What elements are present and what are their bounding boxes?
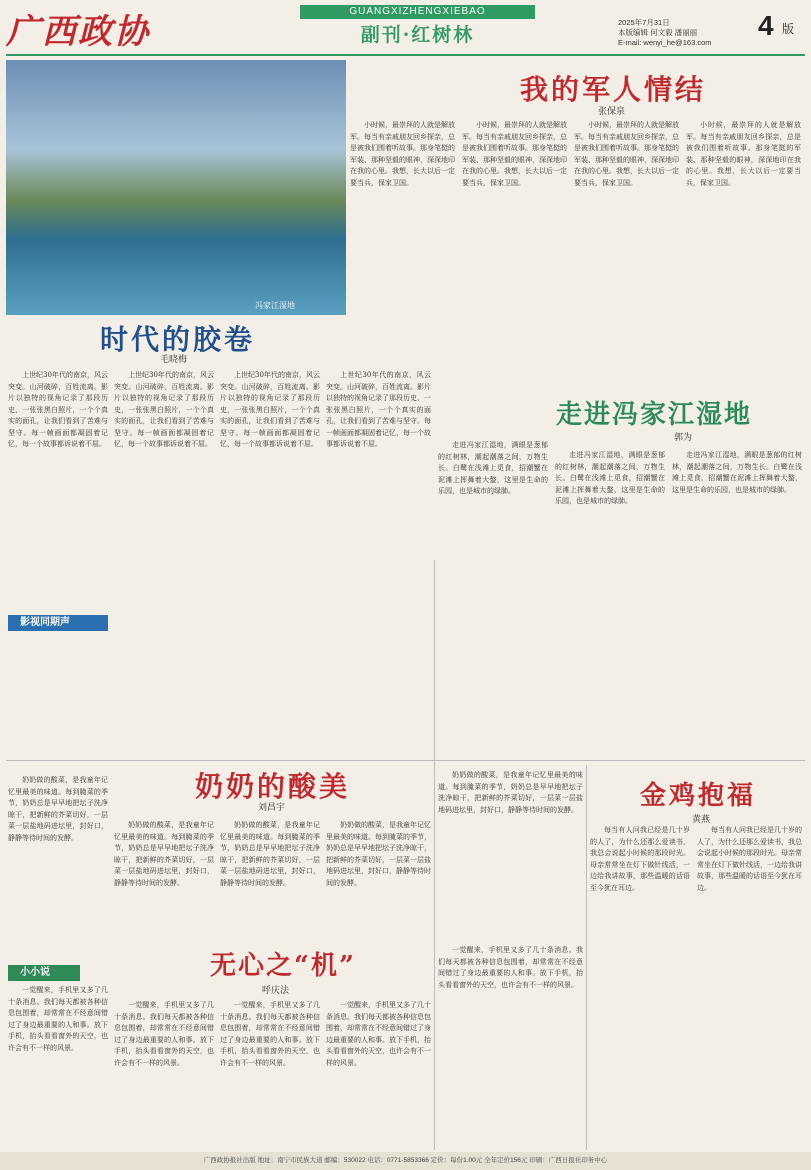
article-body-wuxin-col5: 一觉醒来，手机里又多了几十条消息。我们每天都被各种信息包围着，却常常在不经意间错过了身边最重要的人和事。放下手机，抬头看看窗外的天空，也许会有不一样的风景。 xyxy=(438,946,583,989)
article-author-nainai: 刘昌宇 xyxy=(258,803,286,813)
article-title-junren: 我的军人情结 xyxy=(520,73,707,106)
article-author-xiaoxi: 毛晓梅 xyxy=(160,355,188,365)
column-rule xyxy=(586,765,587,1150)
article-body-junren-col3: 小时候，最崇拜的人就是解放军。每当有亲戚朋友回乡探亲，总是被我们围着听故事。那身笔挺的军装、那种坚毅的眼神，深深地印在我的心里。我想，长大以后一定要当兵，保家卫国。 xyxy=(574,121,679,187)
article-author-shidi: 郭为 xyxy=(674,433,693,443)
issue-info xyxy=(618,18,712,48)
column-band-yingshi: 影视同期声 xyxy=(8,615,108,631)
article-body-xiaoxi-col4: 上世纪30年代的南京，风云突变。山河破碎，百姓流离。影片以独特的视角记录了那段历史，一张张黑白照片，一个个真实的面孔，让我们看到了苦难与坚守。每一帧画面都凝固着记忆，每一个故事都诉说着不屈。 xyxy=(326,371,431,448)
article-body-junren: 小时候，最崇拜的人就是解放军。每当有亲戚朋友回乡探亲，总是被我们围着听故事。那身笔挺的军装、那种坚毅的眼神，深深地印在我的心里。我想，长大以后一定要当兵，保家卫国。 xyxy=(350,121,455,187)
column-band-xiaoshuo: 小小说 xyxy=(8,965,80,981)
article-body-jinji-col2: 每当有人问我已经是几十岁的人了，为什么还那么爱读书，我总会说起小时候的那段时光。母亲常常坐在灯下做针线活，一边给我讲故事，那些温暖的话语至今犹在耳边。 xyxy=(697,826,802,892)
section-title: 副刊·红树林 xyxy=(360,24,475,46)
article-body-xiaoxi: 上世纪30年代的南京，风云突变。山河破碎，百姓流离。影片以独特的视角记录了那段历史，一张张黑白照片，一个个真实的面孔，让我们看到了苦难与坚守。每一帧画面都凝固着记忆，每一个故事都诉说着不屈。 xyxy=(8,371,108,448)
article-body-wuxin-col3: 一觉醒来，手机里又多了几十条消息。我们每天都被各种信息包围着，却常常在不经意间错过了身边最重要的人和事。放下手机，抬头看看窗外的天空，也许会有不一样的风景。 xyxy=(220,1001,320,1067)
article-body-wuxin-col4: 一觉醒来，手机里又多了几十条消息。我们每天都被各种信息包围着，却常常在不经意间错过了身边最重要的人和事。放下手机，抬头看看窗外的天空，也许会有不一样的风景。 xyxy=(326,1001,431,1067)
article-body-wuxin: 一觉醒来，手机里又多了几十条消息。我们每天都被各种信息包围着，却常常在不经意间错过了身边最重要的人和事。放下手机，抬头看看窗外的天空，也许会有不一样的风景。 xyxy=(8,986,108,1052)
article-body-xiaoxi-col2: 上世纪30年代的南京，风云突变。山河破碎，百姓流离。影片以独特的视角记录了那段历史，一张张黑白照片，一个个真实的面孔，让我们看到了苦难与坚守。每一帧画面都凝固着记忆，每一个故事都诉说着不屈。 xyxy=(114,371,214,448)
article-body-junren-col2: 小时候，最崇拜的人就是解放军。每当有亲戚朋友回乡探亲，总是被我们围着听故事。那身笔挺的军装、那种坚毅的眼神，深深地印在我的心里。我想，长大以后一定要当兵，保家卫国。 xyxy=(462,121,567,187)
article-author-jinji: 黄燕 xyxy=(692,815,711,825)
issue-editor: 本版编辑 何文毅 潘丽丽 xyxy=(618,28,698,37)
article-title-shidi: 走进冯家江湿地 xyxy=(556,400,753,430)
landscape-photo xyxy=(6,60,346,315)
issue-date: 2025年7月31日 xyxy=(618,18,670,27)
article-body-xiaoxi-col3: 上世纪30年代的南京，风云突变。山河破碎，百姓流离。影片以独特的视角记录了那段历史，一张张黑白照片，一个个真实的面孔，让我们看到了苦难与坚守。每一帧画面都凝固着记忆，每一个故事都诉说着不屈。 xyxy=(220,371,320,448)
section-divider xyxy=(6,760,805,761)
photo-caption: 冯家江湿地 xyxy=(255,301,295,310)
masthead-logo: 广西政协 xyxy=(6,12,150,52)
article-body-jinji: 每当有人问我已经是几十岁的人了，为什么还那么爱读书，我总会说起小时候的那段时光。母亲常常坐在灯下做针线活，一边给我讲故事，那些温暖的话语至今犹在耳边。 xyxy=(590,826,690,892)
article-body-junren-col4: 小时候，最崇拜的人就是解放军。每当有亲戚朋友回乡探亲，总是被我们围着听故事。那身笔挺的军装、那种坚毅的眼神，深深地印在我的心里。我想，长大以后一定要当兵，保家卫国。 xyxy=(686,121,801,187)
page-footer: 广西政协报社出版 地址：南宁市民族大道 邮编：530022 电话：0771-5853366 定价：每份1.00元 全年定价156元 印刷：广西日报社印务中心 xyxy=(0,1152,811,1170)
article-title-wuxin: 无心之“机” xyxy=(210,951,356,981)
article-body-nainai-col3: 奶奶做的酸菜，是我童年记忆里最美的味道。每到腌菜的季节，奶奶总是早早地把坛子洗净晾干，把新鲜的芥菜切好，一层菜一层盐地码进坛里，封好口，静静等待时间的发酵。 xyxy=(220,821,320,887)
page-number-suffix: 版 xyxy=(782,22,795,36)
article-body-nainai-col2: 奶奶做的酸菜，是我童年记忆里最美的味道。每到腌菜的季节，奶奶总是早早地把坛子洗净晾干，把新鲜的芥菜切好，一层菜一层盐地码进坛里，封好口，静静等待时间的发酵。 xyxy=(114,821,214,887)
article-body-shidi-col2: 走进冯家江湿地，满眼是葱郁的红树林，潮起潮落之间，万物生长。白鹭在浅滩上觅食，招潮蟹在泥滩上挥舞着大螯，这里是生命的乐园，也是城市的绿肺。 xyxy=(555,451,665,505)
article-body-shidi: 走进冯家江湿地，满眼是葱郁的红树林，潮起潮落之间，万物生长。白鹭在浅滩上觅食，招潮蟹在泥滩上挥舞着大螯，这里是生命的乐园，也是城市的绿肺。 xyxy=(438,441,548,495)
article-title-xiaoxi: 时代的胶卷 xyxy=(100,323,256,356)
masthead-pinyin: GUANGXIZHENGXIEBAO xyxy=(300,5,535,19)
article-title-jinji: 金鸡抱福 xyxy=(640,781,757,811)
article-author-wuxin: 呼庆法 xyxy=(262,986,290,996)
article-body-shidi-col3: 走进冯家江湿地，满眼是葱郁的红树林，潮起潮落之间，万物生长。白鹭在浅滩上觅食，招潮蟹在泥滩上挥舞着大螯，这里是生命的乐园，也是城市的绿肺。 xyxy=(672,451,802,494)
header-rule xyxy=(6,54,805,56)
page-number: 4 xyxy=(758,10,774,41)
article-body-nainai-col4: 奶奶做的酸菜，是我童年记忆里最美的味道。每到腌菜的季节，奶奶总是早早地把坛子洗净晾干，把新鲜的芥菜切好，一层菜一层盐地码进坛里，封好口，静静等待时间的发酵。 xyxy=(326,821,431,887)
article-body-wuxin-col2: 一觉醒来，手机里又多了几十条消息。我们每天都被各种信息包围着，却常常在不经意间错过了身边最重要的人和事。放下手机，抬头看看窗外的天空，也许会有不一样的风景。 xyxy=(114,1001,214,1067)
article-author-junren: 张保泉 xyxy=(598,107,626,117)
issue-email: E-mail: wenyi_he@163.com xyxy=(618,38,712,47)
column-rule xyxy=(434,560,435,1150)
article-title-nainai: 奶奶的酸美 xyxy=(195,770,351,803)
article-body-nainai-col5: 奶奶做的酸菜，是我童年记忆里最美的味道。每到腌菜的季节，奶奶总是早早地把坛子洗净晾干，把新鲜的芥菜切好，一层菜一层盐地码进坛里，封好口，静静等待时间的发酵。 xyxy=(438,771,583,814)
article-body-nainai: 奶奶做的酸菜，是我童年记忆里最美的味道。每到腌菜的季节，奶奶总是早早地把坛子洗净晾干，把新鲜的芥菜切好，一层菜一层盐地码进坛里，封好口，静静等待时间的发酵。 xyxy=(8,776,108,842)
